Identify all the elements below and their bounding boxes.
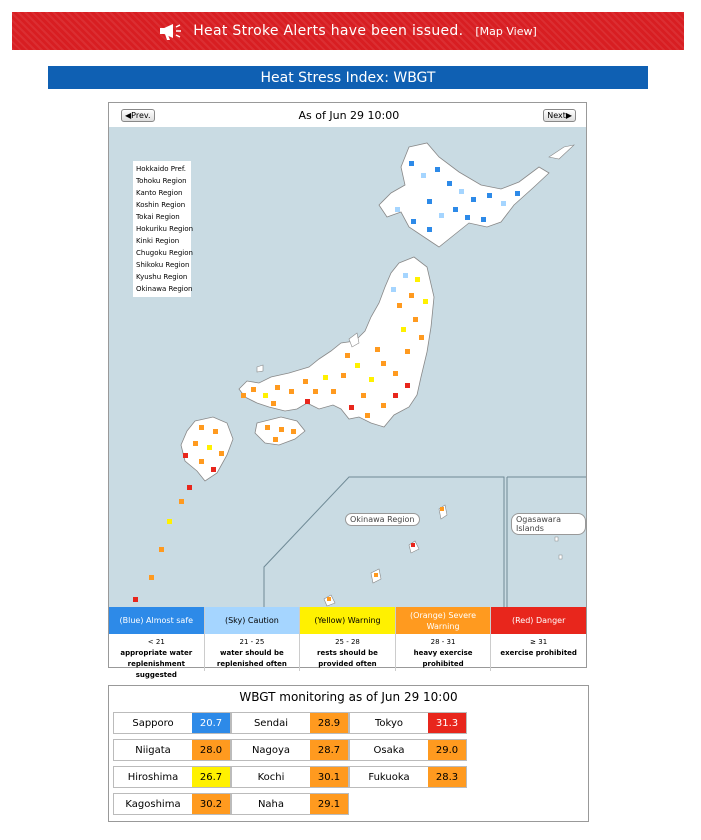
legend-range: 21 - 25: [239, 638, 265, 646]
region-link-kanto[interactable]: Kanto Region: [136, 189, 183, 197]
legend-level: [205, 607, 301, 671]
legend-level-description: [205, 634, 300, 670]
legend-level-label: (Red) Danger: [491, 607, 586, 634]
legend-level-description: [491, 634, 586, 659]
legend-range: < 21: [147, 638, 165, 646]
station-cell[interactable]: [113, 793, 231, 815]
station-wbgt-value: 28.9: [310, 713, 348, 733]
region-link-tohoku[interactable]: Tohoku Region: [136, 177, 187, 185]
station-name: Tokyo: [375, 717, 403, 729]
legend-level-label: (Yellow) Warning: [300, 607, 395, 634]
legend-note: heavy exercise prohibited: [413, 649, 473, 668]
region-link-shikoku[interactable]: Shikoku Region: [136, 261, 190, 269]
legend-level-label: (Blue) Almost safe: [109, 607, 204, 634]
station-cell[interactable]: [349, 739, 467, 761]
legend-level-description: [396, 634, 491, 670]
legend-level-label: (Sky) Caution: [205, 607, 300, 634]
station-wbgt-value: 28.3: [428, 767, 466, 787]
prev-button[interactable]: ◀Prev.: [121, 109, 155, 122]
station-cell[interactable]: [231, 712, 349, 734]
station-cell[interactable]: [231, 739, 349, 761]
station-cell[interactable]: [231, 766, 349, 788]
legend-range: 28 - 31: [430, 638, 456, 646]
heat-stroke-alert-bar[interactable]: [12, 12, 684, 50]
legend-range: ≥ 31: [530, 638, 548, 646]
hokkaido-landmass: [379, 143, 549, 247]
station-cell[interactable]: [349, 712, 467, 734]
oki-island: [257, 365, 263, 372]
map-header: [109, 103, 586, 127]
legend-note: appropriate water replenishment suggested: [120, 649, 193, 679]
station-wbgt-value: 28.0: [192, 740, 230, 760]
station-cell[interactable]: [113, 712, 231, 734]
kuril-island: [549, 145, 574, 159]
region-link-hokuriku[interactable]: Hokuriku Region: [136, 225, 194, 233]
legend-level: [300, 607, 396, 671]
map-view-link[interactable]: [Map View]: [475, 24, 537, 38]
legend-note: exercise prohibited: [500, 649, 577, 657]
station-wbgt-value: 20.7: [192, 713, 230, 733]
station-cell[interactable]: [113, 766, 231, 788]
legend-note: water should be replenished often: [216, 649, 287, 668]
okinawa-inset-border: [264, 477, 504, 607]
legend-level: [396, 607, 492, 671]
alert-text: Heat Stroke Alerts have been issued.: [193, 23, 464, 39]
station-wbgt-value: 30.1: [310, 767, 348, 787]
region-link-chugoku[interactable]: Chugoku Region: [136, 249, 193, 257]
station-wbgt-value: 29.1: [310, 794, 348, 814]
station-cell[interactable]: [349, 766, 467, 788]
region-link-kyushu[interactable]: Kyushu Region: [136, 273, 188, 281]
legend-level-description: [109, 634, 204, 681]
station-name: Sapporo: [132, 717, 174, 729]
legend-note: rests should be provided often: [317, 649, 378, 668]
megaphone-icon: [159, 20, 185, 42]
station-wbgt-value: 26.7: [192, 767, 230, 787]
monitoring-title: WBGT monitoring as of Jun 29 10:00: [239, 690, 458, 704]
region-link-kinki[interactable]: Kinki Region: [136, 237, 180, 245]
wbgt-legend: [109, 607, 586, 679]
ogasawara-inset-label[interactable]: Ogasawara Islands: [511, 513, 586, 535]
station-name: Niigata: [135, 744, 171, 756]
station-name: Nagoya: [251, 744, 291, 756]
region-link-okinawa[interactable]: Okinawa Region: [136, 285, 193, 293]
legend-range: 25 - 28: [335, 638, 360, 646]
wbgt-monitoring-panel: [108, 685, 589, 822]
japan-map[interactable]: [109, 127, 586, 607]
station-wbgt-value: 28.7: [310, 740, 348, 760]
wbgt-map-panel: [108, 102, 587, 679]
legend-level-label: (Orange) Severe Warning: [396, 607, 491, 634]
page-title: Heat Stress Index: WBGT: [48, 66, 648, 89]
region-link-tokai[interactable]: Tokai Region: [136, 213, 180, 221]
station-wbgt-value: 30.2: [192, 794, 230, 814]
region-link-koshin[interactable]: Koshin Region: [136, 201, 186, 209]
okinawa-inset-label[interactable]: Okinawa Region: [345, 513, 420, 526]
station-cell[interactable]: [113, 739, 231, 761]
station-wbgt-value: 31.3: [428, 713, 466, 733]
station-cell[interactable]: [231, 793, 349, 815]
station-name: Hiroshima: [127, 771, 179, 783]
honshu-landmass: [239, 257, 434, 427]
region-menu: [133, 161, 194, 297]
stations-ogasawara: [555, 537, 562, 559]
station-name: Naha: [257, 798, 285, 810]
station-name: Fukuoka: [368, 771, 410, 783]
ogasawara-inset-border: [507, 477, 586, 607]
legend-level: [109, 607, 205, 679]
station-name: Sendai: [253, 717, 289, 729]
station-name: Kochi: [257, 771, 285, 783]
legend-level-description: [300, 634, 395, 670]
station-name: Osaka: [373, 744, 405, 756]
station-name: Kagoshima: [125, 798, 181, 810]
map-timestamp: As of Jun 29 10:00: [298, 108, 400, 122]
region-link-hokkaido[interactable]: Hokkaido Pref.: [136, 165, 187, 173]
legend-level: [491, 607, 586, 671]
next-button[interactable]: Next▶: [543, 109, 576, 122]
station-wbgt-value: 29.0: [428, 740, 466, 760]
